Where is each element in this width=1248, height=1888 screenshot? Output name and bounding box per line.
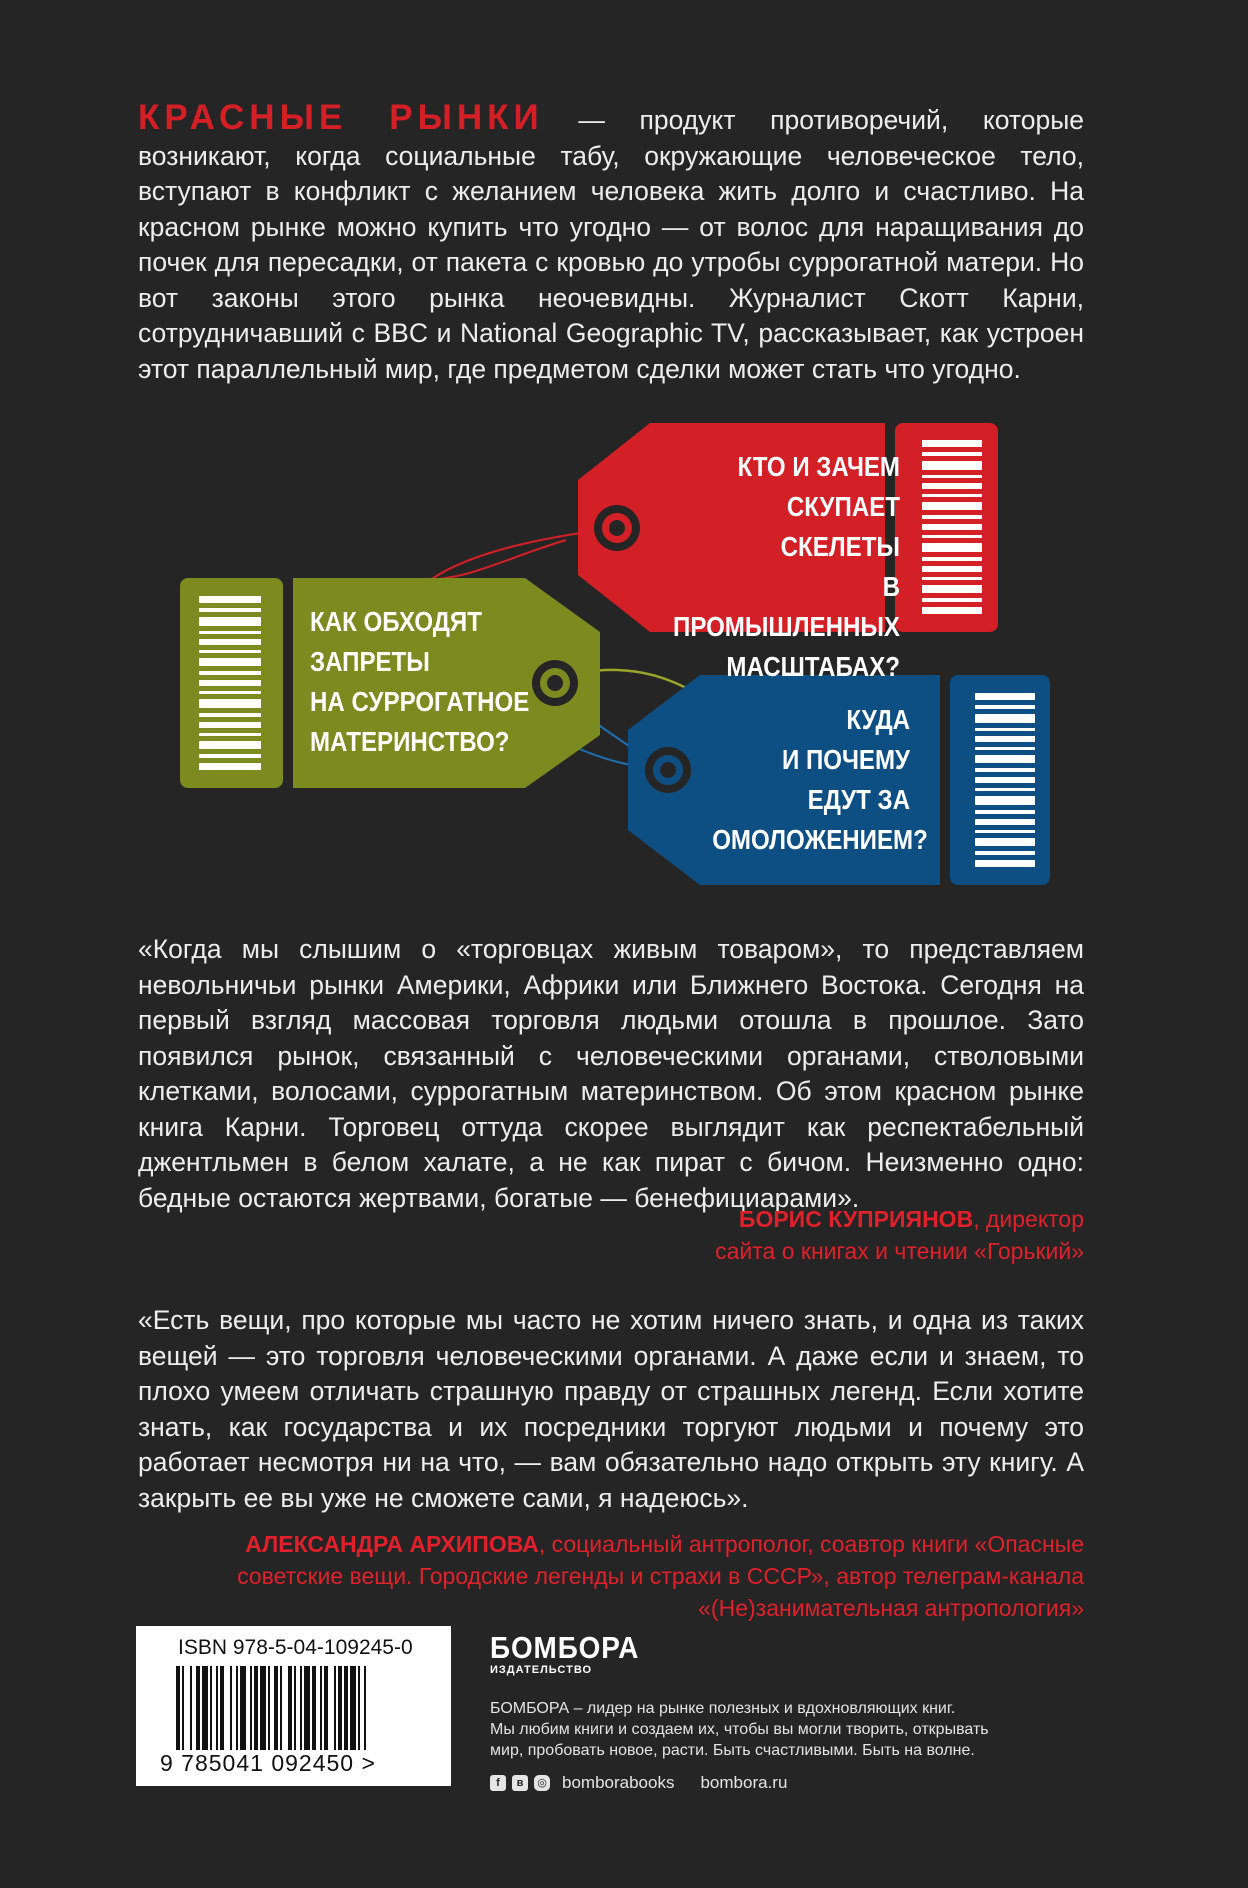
quote-kupriyanov: «Когда мы слышим о «торговцах живым товаром», то представляем невольничьи рынки Америки, Африки или Ближнего Востока. Сегодня на первый взгляд массовая торговля людьми отошла в прошлое. Зато появился рынок, связанный с человеческими органами, стволовыми клетками, волосами, суррогатным материнством. Об этом красном рынке книга Карни. Торговец оттуда скорее выглядит как респектабельный джентльмен в белом халате, а не как пират с бичом. Неизменно одно: бедные остаются жертвами, богатые — бенефициарами».	[138, 934, 1084, 1213]
author-role-line2: советские вещи. Городские легенды и страхи в СССР», автор телеграм-канала	[237, 1563, 1084, 1589]
barcode-bar	[294, 1666, 296, 1750]
barcode-bar	[254, 1666, 258, 1750]
barcode-bar	[358, 1666, 360, 1750]
barcode-bar	[320, 1666, 322, 1750]
green-tag-line: МАТЕРИНСТВО?	[310, 726, 510, 757]
attribution-kupriyanov	[715, 1203, 1084, 1267]
barcode-bar	[220, 1666, 224, 1750]
publisher-desc-line: мир, пробовать новое, расти. Быть счастливыми. Быть на волне.	[490, 1742, 975, 1759]
green-tag-text	[310, 602, 534, 762]
publisher-logo: БОМБОРА	[490, 1630, 640, 1665]
barcode-bar	[268, 1666, 270, 1750]
barcode-bar	[312, 1666, 316, 1750]
barcode-bar	[304, 1666, 310, 1750]
barcode-bar	[240, 1666, 246, 1750]
barcode-bar	[338, 1666, 342, 1750]
green-tag-line: ЗАПРЕТЫ	[310, 646, 430, 677]
isbn-number: 9 785041 092450 >	[160, 1750, 376, 1776]
barcode-bar	[250, 1666, 252, 1750]
blue-tag-barcode	[975, 693, 1035, 867]
red-tag-barcode	[922, 440, 982, 614]
barcode-bar	[176, 1666, 180, 1750]
barcode-bar	[300, 1666, 302, 1750]
barcode-bar	[202, 1666, 208, 1750]
attribution-arkhipova	[237, 1528, 1084, 1624]
isbn-label: ISBN 978-5-04-109245-0	[178, 1636, 413, 1659]
publisher-desc-line: БОМБОРА – лидер на рынке полезных и вдохновляющих книг.	[490, 1700, 956, 1717]
barcode	[176, 1666, 426, 1750]
barcode-bar	[274, 1666, 278, 1750]
barcode-bar	[260, 1666, 266, 1750]
red-tag-line: КТО И ЗАЧЕМ	[737, 451, 900, 482]
publisher-desc-line: Мы любим книги и создаем их, чтобы вы могли творить, открывать	[490, 1721, 989, 1738]
intro-body: — продукт противоречий, которые возникают, когда социальные табу, окружающие человеческое тело, вступают в конфликт с желанием человека жить долго и счастливо. На красном рынке можно купить что угодно — от волос для наращивания до почек для пересадки, от пакета с кровью до утробы суррогатной матери. Но вот законы этого рынка неочевидны. Журналист Скотт Карни, сотрудничавший с BBC и National Geographic TV, рассказывает, как устроен этот параллельный мир, где предметом сделки может стать что угодно.	[138, 105, 1085, 384]
barcode-bar	[324, 1666, 328, 1750]
red-tag-line: В ПРОМЫШЛЕННЫХ	[673, 571, 900, 642]
quote-arkhipova: «Есть вещи, про которые мы часто не хотим ничего знать, и одна из таких вещей — это торговля человеческими органами. А даже если и знаем, то плохо умеем отличать страшную правду от страшных легенд. Если хотите знать, как государства и их посредники торгуют людьми и почему это работает несмотря ни на что, — вам обязательно надо открыть эту книгу. А закрыть ее вы уже не сможете сами, я надеюсь».	[138, 1305, 1084, 1513]
blue-tag-text	[712, 700, 928, 860]
tag-string-red-2	[420, 540, 566, 580]
vk-icon[interactable]: в	[512, 1775, 528, 1791]
author-role: , социальный антрополог, соавтор книги «Опасные	[538, 1531, 1084, 1557]
intro-title: КРАСНЫЕ РЫНКИ	[138, 98, 544, 137]
publisher-sub: ИЗДАТЕЛЬСТВО	[490, 1664, 593, 1676]
green-tag-hole-inner	[547, 675, 563, 691]
barcode-bar	[230, 1666, 232, 1750]
green-tag-line: НА СУРРОГАТНОЕ	[310, 686, 530, 717]
barcode-bar	[288, 1666, 292, 1750]
barcode-bar	[236, 1666, 238, 1750]
social-handle[interactable]: bomborabooks	[562, 1773, 675, 1792]
barcode-bar	[196, 1666, 200, 1750]
barcode-bar	[334, 1666, 336, 1750]
red-tag-hole-inner	[609, 520, 625, 536]
red-tag-text	[668, 447, 900, 687]
author-name: БОРИС КУПРИЯНОВ	[738, 1206, 974, 1232]
author-role-line2: сайта о книгах и чтении «Горький»	[715, 1238, 1084, 1264]
instagram-icon[interactable]: ◎	[534, 1775, 550, 1791]
barcode-bar	[350, 1666, 356, 1750]
blue-tag-hole-inner	[660, 762, 676, 778]
publisher-description	[490, 1698, 1010, 1761]
publisher-site[interactable]: bombora.ru	[700, 1773, 788, 1792]
blue-tag-line: ОМОЛОЖЕНИЕМ?	[712, 824, 928, 855]
barcode-bar	[210, 1666, 212, 1750]
barcode-bar	[182, 1666, 184, 1750]
barcode-bar	[190, 1666, 192, 1750]
facebook-icon[interactable]: f	[490, 1775, 506, 1791]
barcode-bar	[280, 1666, 282, 1750]
publisher-links	[490, 1773, 1010, 1793]
red-tag-line: МАСШТАБАХ?	[726, 651, 900, 682]
barcode-bar	[344, 1666, 348, 1750]
author-role-line3: «(Не)занимательная антропология»	[698, 1595, 1084, 1621]
blue-tag-line: ЕДУТ ЗА	[807, 784, 910, 815]
blue-tag-line: И ПОЧЕМУ	[781, 744, 910, 775]
red-tag-line: СКУПАЕТ СКЕЛЕТЫ	[780, 491, 900, 562]
barcode-bar	[364, 1666, 366, 1750]
isbn-barcode-box	[136, 1626, 451, 1786]
green-tag-line: КАК ОБХОДЯТ	[310, 606, 482, 637]
barcode-bar	[216, 1666, 218, 1750]
author-name: АЛЕКСАНДРА АРХИПОВА	[245, 1531, 539, 1557]
author-role: , директор	[973, 1206, 1084, 1232]
publisher-block	[490, 1630, 1010, 1793]
blue-tag-line: КУДА	[846, 704, 910, 735]
green-tag-barcode	[199, 596, 261, 770]
